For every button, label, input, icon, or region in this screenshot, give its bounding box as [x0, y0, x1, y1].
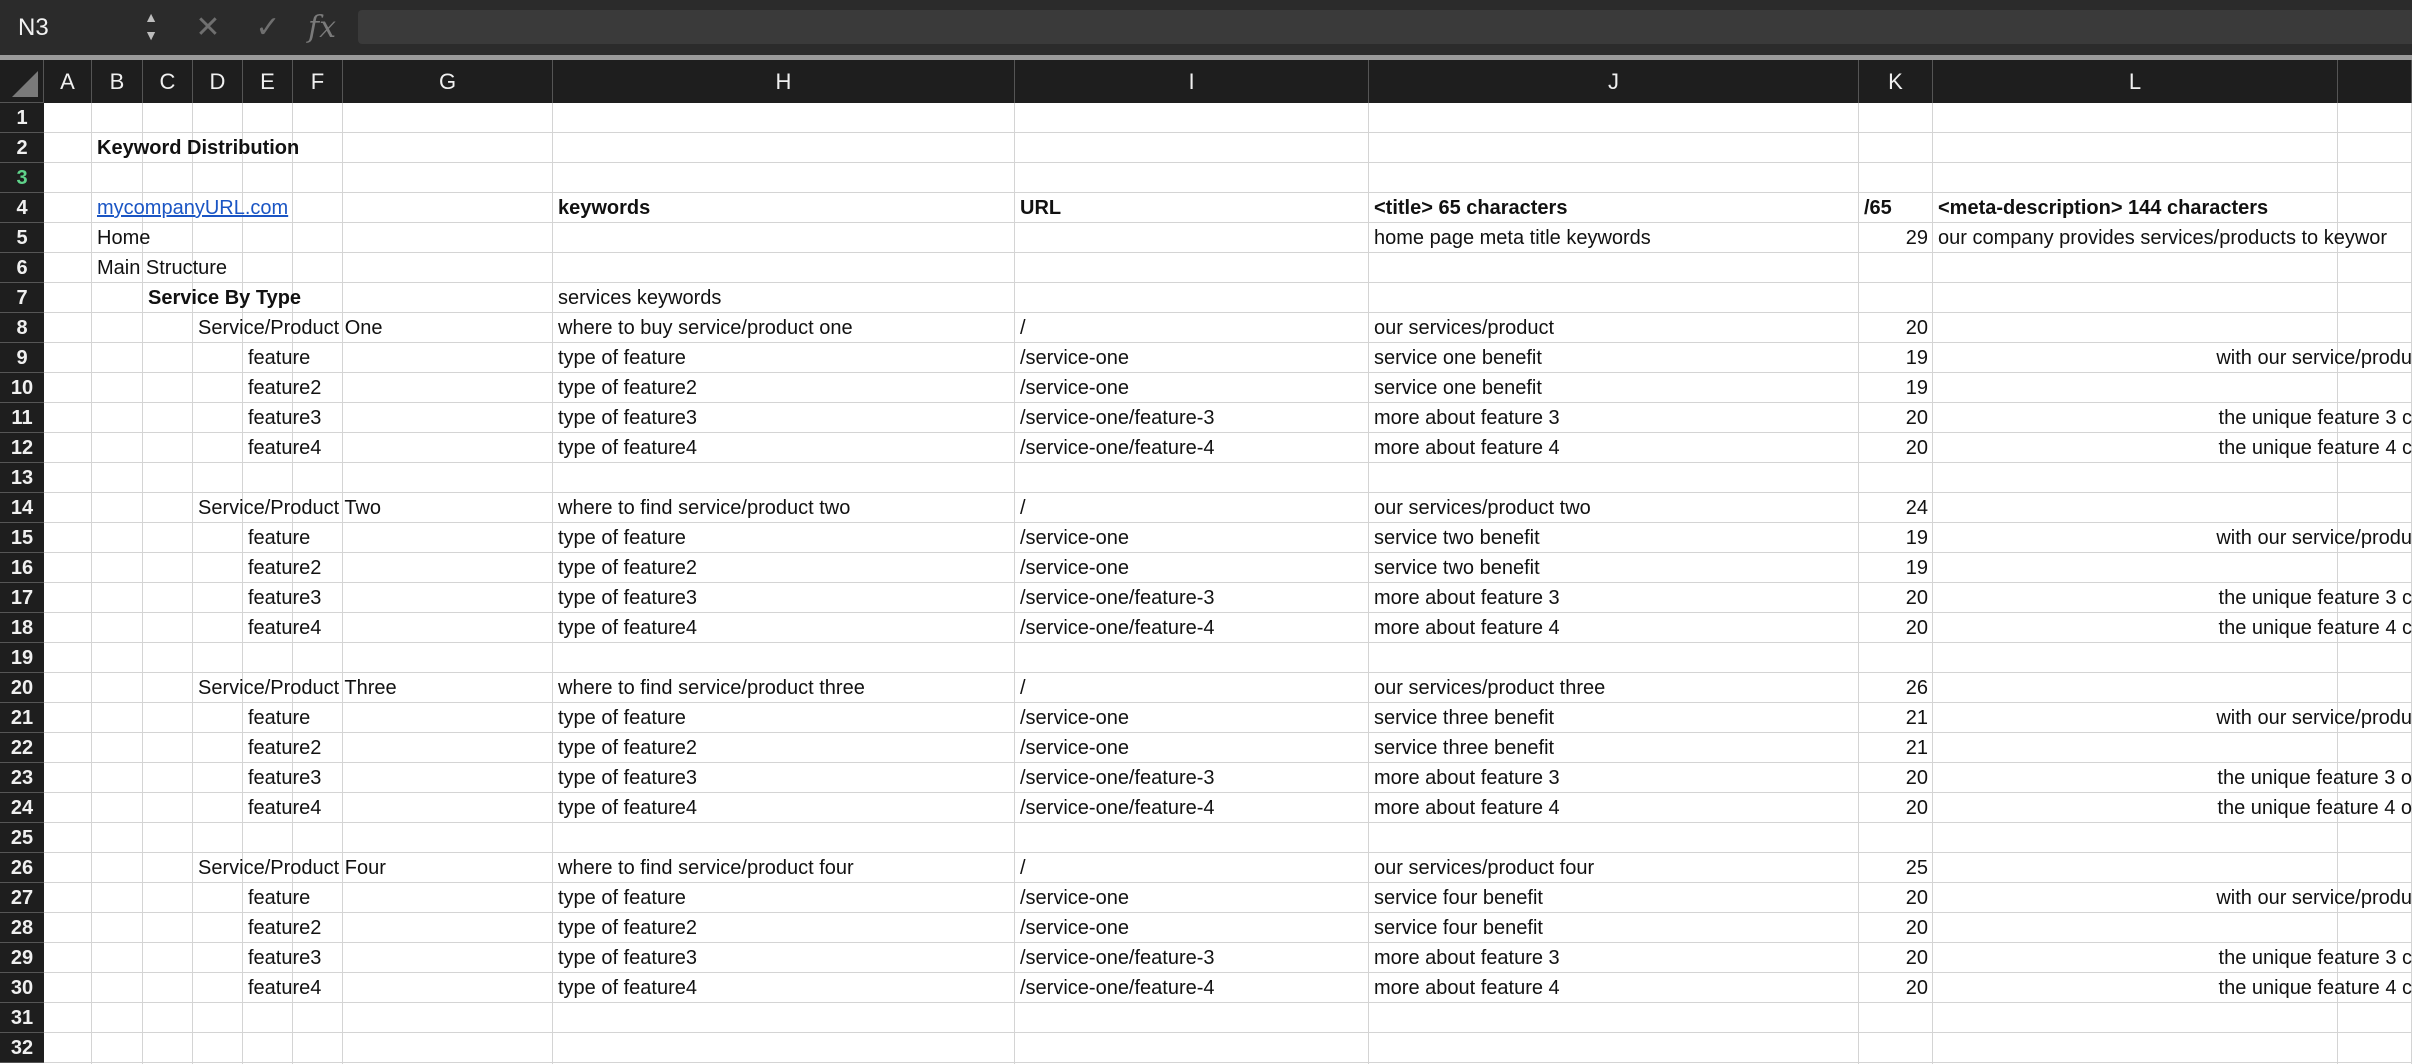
row-header-9[interactable]: 9 — [0, 343, 44, 373]
cell-label-row-12[interactable]: feature4 — [248, 437, 322, 459]
cell-url-row-30[interactable]: /service-one/feature-4 — [1020, 977, 1215, 999]
cell-title-row-8[interactable]: our services/product — [1374, 317, 1555, 339]
column-header-i[interactable]: I — [1015, 60, 1369, 103]
cell-label-row-23[interactable]: feature3 — [248, 767, 322, 789]
row-header-23[interactable]: 23 — [0, 763, 44, 793]
row-header-12[interactable]: 12 — [0, 433, 44, 463]
cell-count-row-22[interactable]: 21 — [1905, 737, 1928, 759]
cell-url-row-4[interactable]: URL — [1020, 197, 1062, 219]
cell-meta-row-12[interactable]: the unique feature 4 c — [2218, 437, 2412, 459]
cell-label-row-14[interactable]: Service/Product Two — [198, 497, 382, 519]
name-box[interactable]: N3 — [18, 14, 49, 41]
cell-title-row-2[interactable]: Keyword Distribution — [97, 137, 300, 159]
row-header-32[interactable]: 32 — [0, 1033, 44, 1063]
cell-label-row-7[interactable]: Service By Type — [148, 287, 302, 309]
checkmark-icon[interactable]: ✓ — [255, 11, 281, 44]
cell-title-row-23[interactable]: more about feature 3 — [1374, 767, 1560, 789]
cell-url-row-27[interactable]: /service-one — [1020, 887, 1129, 909]
row-header-19[interactable]: 19 — [0, 643, 44, 673]
row-header-28[interactable]: 28 — [0, 913, 44, 943]
cell-title-row-22[interactable]: service three benefit — [1374, 737, 1555, 759]
cell-title-row-4[interactable]: <title> 65 characters — [1374, 197, 1568, 219]
cell-url-row-21[interactable]: /service-one — [1020, 707, 1129, 729]
cell-label-row-18[interactable]: feature4 — [248, 617, 322, 639]
cell-label-row-26[interactable]: Service/Product Four — [198, 857, 386, 879]
column-header-e[interactable]: E — [243, 60, 293, 103]
cell-keywords-row-4[interactable]: keywords — [558, 197, 651, 219]
cell-keywords-row-29[interactable]: type of feature3 — [558, 947, 697, 969]
column-header-f[interactable]: F — [293, 60, 343, 103]
cell-meta-row-24[interactable]: the unique feature 4 o — [2217, 797, 2412, 819]
cell-title-row-24[interactable]: more about feature 4 — [1374, 797, 1560, 819]
cell-title-row-26[interactable]: our services/product four — [1374, 857, 1595, 879]
cell-count-row-15[interactable]: 19 — [1905, 527, 1928, 549]
cell-meta-row-5[interactable]: our company provides services/products to keywor — [1938, 227, 2388, 249]
column-header-d[interactable]: D — [193, 60, 243, 103]
cell-title-row-10[interactable]: service one benefit — [1374, 377, 1542, 399]
column-header-a[interactable]: A — [44, 60, 92, 103]
row-header-18[interactable]: 18 — [0, 613, 44, 643]
cell-count-row-12[interactable]: 20 — [1905, 437, 1928, 459]
up-down-arrows-icon[interactable]: ▲ ▼ — [144, 9, 158, 43]
cell-meta-row-4[interactable]: <meta-description> 144 characters — [1938, 197, 2269, 219]
row-header-3[interactable]: 3 — [0, 163, 44, 193]
cell-label-row-21[interactable]: feature — [248, 707, 311, 729]
cell-label-row-27[interactable]: feature — [248, 887, 311, 909]
cell-keywords-row-30[interactable]: type of feature4 — [558, 977, 697, 999]
row-header-13[interactable]: 13 — [0, 463, 44, 493]
row-header-20[interactable]: 20 — [0, 673, 44, 703]
row-header-15[interactable]: 15 — [0, 523, 44, 553]
cell-count-row-11[interactable]: 20 — [1905, 407, 1928, 429]
cell-count-row-27[interactable]: 20 — [1905, 887, 1928, 909]
cell-title-row-9[interactable]: service one benefit — [1374, 347, 1542, 369]
column-header-m[interactable] — [2338, 60, 2412, 103]
row-header-6[interactable]: 6 — [0, 253, 44, 283]
cell-title-row-16[interactable]: service two benefit — [1374, 557, 1540, 579]
cell-label-row-6[interactable]: Main Structure — [97, 257, 228, 279]
cell-count-row-28[interactable]: 20 — [1905, 917, 1928, 939]
cell-label-row-11[interactable]: feature3 — [248, 407, 322, 429]
cell-title-row-12[interactable]: more about feature 4 — [1374, 437, 1560, 459]
cell-meta-row-18[interactable]: the unique feature 4 c — [2218, 617, 2412, 639]
formula-bar — [0, 0, 2412, 55]
cell-label-row-8[interactable]: Service/Product One — [198, 317, 383, 339]
cell-url-row-18[interactable]: /service-one/feature-4 — [1020, 617, 1215, 639]
row-header-21[interactable]: 21 — [0, 703, 44, 733]
cell-title-row-29[interactable]: more about feature 3 — [1374, 947, 1560, 969]
cell-title-row-27[interactable]: service four benefit — [1374, 887, 1543, 909]
cell-keywords-row-18[interactable]: type of feature4 — [558, 617, 697, 639]
cell-count-row-5[interactable]: 29 — [1905, 227, 1928, 249]
cell-url-row-10[interactable]: /service-one — [1020, 377, 1129, 399]
row-header-16[interactable]: 16 — [0, 553, 44, 583]
cell-count-row-9[interactable]: 19 — [1905, 347, 1928, 369]
cell-url-row-29[interactable]: /service-one/feature-3 — [1020, 947, 1215, 969]
cell-keywords-row-22[interactable]: type of feature2 — [558, 737, 697, 759]
cell-meta-row-11[interactable]: the unique feature 3 c — [2218, 407, 2412, 429]
cell-meta-row-23[interactable]: the unique feature 3 o — [2217, 767, 2412, 789]
cell-title-row-18[interactable]: more about feature 4 — [1374, 617, 1560, 639]
row-header-29[interactable]: 29 — [0, 943, 44, 973]
cell-title-row-15[interactable]: service two benefit — [1374, 527, 1540, 549]
cell-url-row-23[interactable]: /service-one/feature-3 — [1020, 767, 1215, 789]
select-all-corner[interactable] — [0, 60, 44, 103]
cell-label-row-16[interactable]: feature2 — [248, 557, 322, 579]
cell-keywords-row-11[interactable]: type of feature3 — [558, 407, 697, 429]
cell-keywords-row-12[interactable]: type of feature4 — [558, 437, 697, 459]
cell-count-row-14[interactable]: 24 — [1905, 497, 1928, 519]
cell-keywords-row-26[interactable]: where to find service/product four — [558, 857, 854, 879]
cell-count-row-24[interactable]: 20 — [1905, 797, 1928, 819]
row-header-8[interactable]: 8 — [0, 313, 44, 343]
cell-count-row-29[interactable]: 20 — [1905, 947, 1928, 969]
cell-count-row-16[interactable]: 19 — [1905, 557, 1928, 579]
cell-keywords-row-20[interactable]: where to find service/product three — [558, 677, 865, 699]
cell-meta-row-15[interactable]: with our service/produ — [2216, 527, 2412, 549]
cell-count-row-8[interactable]: 20 — [1905, 317, 1928, 339]
cell-count-row-23[interactable]: 20 — [1905, 767, 1928, 789]
cell-url-row-9[interactable]: /service-one — [1020, 347, 1129, 369]
row-header-1[interactable]: 1 — [0, 103, 44, 133]
cell-url-row-26[interactable]: / — [1020, 857, 1026, 879]
cell-meta-row-30[interactable]: the unique feature 4 c — [2218, 977, 2412, 999]
row-header-2[interactable]: 2 — [0, 133, 44, 163]
cell-title-row-20[interactable]: our services/product three — [1374, 677, 1606, 699]
row-header-11[interactable]: 11 — [0, 403, 44, 433]
close-icon[interactable]: ✕ — [195, 11, 221, 44]
row-header-25[interactable]: 25 — [0, 823, 44, 853]
cell-url-row-8[interactable]: / — [1020, 317, 1026, 339]
spreadsheet-grid[interactable] — [0, 60, 2412, 1064]
cell-url-row-12[interactable]: /service-one/feature-4 — [1020, 437, 1215, 459]
cell-title-row-5[interactable]: home page meta title keywords — [1374, 227, 1651, 249]
row-header-17[interactable]: 17 — [0, 583, 44, 613]
cell-label-row-17[interactable]: feature3 — [248, 587, 322, 609]
cell-label-row-28[interactable]: feature2 — [248, 917, 322, 939]
cell-keywords-row-14[interactable]: where to find service/product two — [558, 497, 851, 519]
column-header-l[interactable]: L — [1933, 60, 2338, 103]
column-header-j[interactable]: J — [1369, 60, 1859, 103]
cell-keywords-row-15[interactable]: type of feature — [558, 527, 686, 549]
cell-url-row-28[interactable]: /service-one — [1020, 917, 1129, 939]
site-link[interactable]: mycompanyURL.com — [97, 197, 289, 219]
cell-url-row-24[interactable]: /service-one/feature-4 — [1020, 797, 1215, 819]
cell-label-row-29[interactable]: feature3 — [248, 947, 322, 969]
row-header-4[interactable]: 4 — [0, 193, 44, 223]
cell-label-row-15[interactable]: feature — [248, 527, 311, 549]
cell-keywords-row-28[interactable]: type of feature2 — [558, 917, 697, 939]
cell-count-row-4[interactable]: /65 — [1864, 197, 1892, 219]
row-gridline — [44, 1032, 2412, 1033]
cell-label-row-5[interactable]: Home — [97, 227, 151, 249]
cell-label-row-22[interactable]: feature2 — [248, 737, 322, 759]
cell-title-row-11[interactable]: more about feature 3 — [1374, 407, 1560, 429]
cell-url-row-22[interactable]: /service-one — [1020, 737, 1129, 759]
row-header-31[interactable]: 31 — [0, 1003, 44, 1033]
column-header-b[interactable]: B — [92, 60, 143, 103]
cell-keywords-row-21[interactable]: type of feature — [558, 707, 686, 729]
cell-keywords-row-10[interactable]: type of feature2 — [558, 377, 697, 399]
column-header-c[interactable]: C — [143, 60, 193, 103]
cell-meta-row-17[interactable]: the unique feature 3 c — [2218, 587, 2412, 609]
cell-meta-row-9[interactable]: with our service/produ — [2216, 347, 2412, 369]
cell-count-row-21[interactable]: 21 — [1905, 707, 1928, 729]
cell-title-row-28[interactable]: service four benefit — [1374, 917, 1543, 939]
cell-keywords-row-27[interactable]: type of feature — [558, 887, 686, 909]
cell-title-row-14[interactable]: our services/product two — [1374, 497, 1591, 519]
cell-keywords-row-17[interactable]: type of feature3 — [558, 587, 697, 609]
row-header-7[interactable]: 7 — [0, 283, 44, 313]
cell-count-row-18[interactable]: 20 — [1905, 617, 1928, 639]
cell-keywords-row-16[interactable]: type of feature2 — [558, 557, 697, 579]
row-header-30[interactable]: 30 — [0, 973, 44, 1003]
cell-count-row-17[interactable]: 20 — [1905, 587, 1928, 609]
formula-input[interactable] — [358, 10, 2412, 44]
cell-keywords-row-9[interactable]: type of feature — [558, 347, 686, 369]
column-header-k[interactable]: K — [1859, 60, 1933, 103]
cell-meta-row-21[interactable]: with our service/produ — [2216, 707, 2412, 729]
cell-label-row-20[interactable]: Service/Product Three — [198, 677, 397, 699]
cell-keywords-row-23[interactable]: type of feature3 — [558, 767, 697, 789]
column-header-h[interactable]: H — [553, 60, 1015, 103]
cell-count-row-26[interactable]: 25 — [1905, 857, 1928, 879]
cell-title-row-30[interactable]: more about feature 4 — [1374, 977, 1560, 999]
cell-count-row-10[interactable]: 19 — [1905, 377, 1928, 399]
function-icon[interactable]: fx — [308, 10, 337, 45]
cell-label-row-9[interactable]: feature — [248, 347, 311, 369]
cell-keywords-row-7[interactable]: services keywords — [558, 287, 722, 309]
row-header-5[interactable]: 5 — [0, 223, 44, 253]
row-header-14[interactable]: 14 — [0, 493, 44, 523]
cell-url-row-11[interactable]: /service-one/feature-3 — [1020, 407, 1215, 429]
row-header-26[interactable]: 26 — [0, 853, 44, 883]
cell-meta-row-29[interactable]: the unique feature 3 c — [2218, 947, 2412, 969]
cell-url-row-15[interactable]: /service-one — [1020, 527, 1129, 549]
row-header-10[interactable]: 10 — [0, 373, 44, 403]
cell-meta-row-27[interactable]: with our service/produ — [2216, 887, 2412, 909]
cell-count-row-30[interactable]: 20 — [1905, 977, 1928, 999]
column-header-g[interactable]: G — [343, 60, 553, 103]
row-header-22[interactable]: 22 — [0, 733, 44, 763]
cell-count-row-20[interactable]: 26 — [1905, 677, 1928, 699]
cell-url-row-20[interactable]: / — [1020, 677, 1026, 699]
cell-label-row-10[interactable]: feature2 — [248, 377, 322, 399]
row-gridline — [44, 1062, 2412, 1063]
cell-url-row-17[interactable]: /service-one/feature-3 — [1020, 587, 1215, 609]
cell-label-row-30[interactable]: feature4 — [248, 977, 322, 999]
cell-url-row-14[interactable]: / — [1020, 497, 1026, 519]
cell-title-row-21[interactable]: service three benefit — [1374, 707, 1555, 729]
cell-title-row-17[interactable]: more about feature 3 — [1374, 587, 1560, 609]
row-header-24[interactable]: 24 — [0, 793, 44, 823]
cell-keywords-row-24[interactable]: type of feature4 — [558, 797, 697, 819]
cell-keywords-row-8[interactable]: where to buy service/product one — [558, 317, 853, 339]
cell-label-row-24[interactable]: feature4 — [248, 797, 322, 819]
row-header-27[interactable]: 27 — [0, 883, 44, 913]
cell-url-row-16[interactable]: /service-one — [1020, 557, 1129, 579]
